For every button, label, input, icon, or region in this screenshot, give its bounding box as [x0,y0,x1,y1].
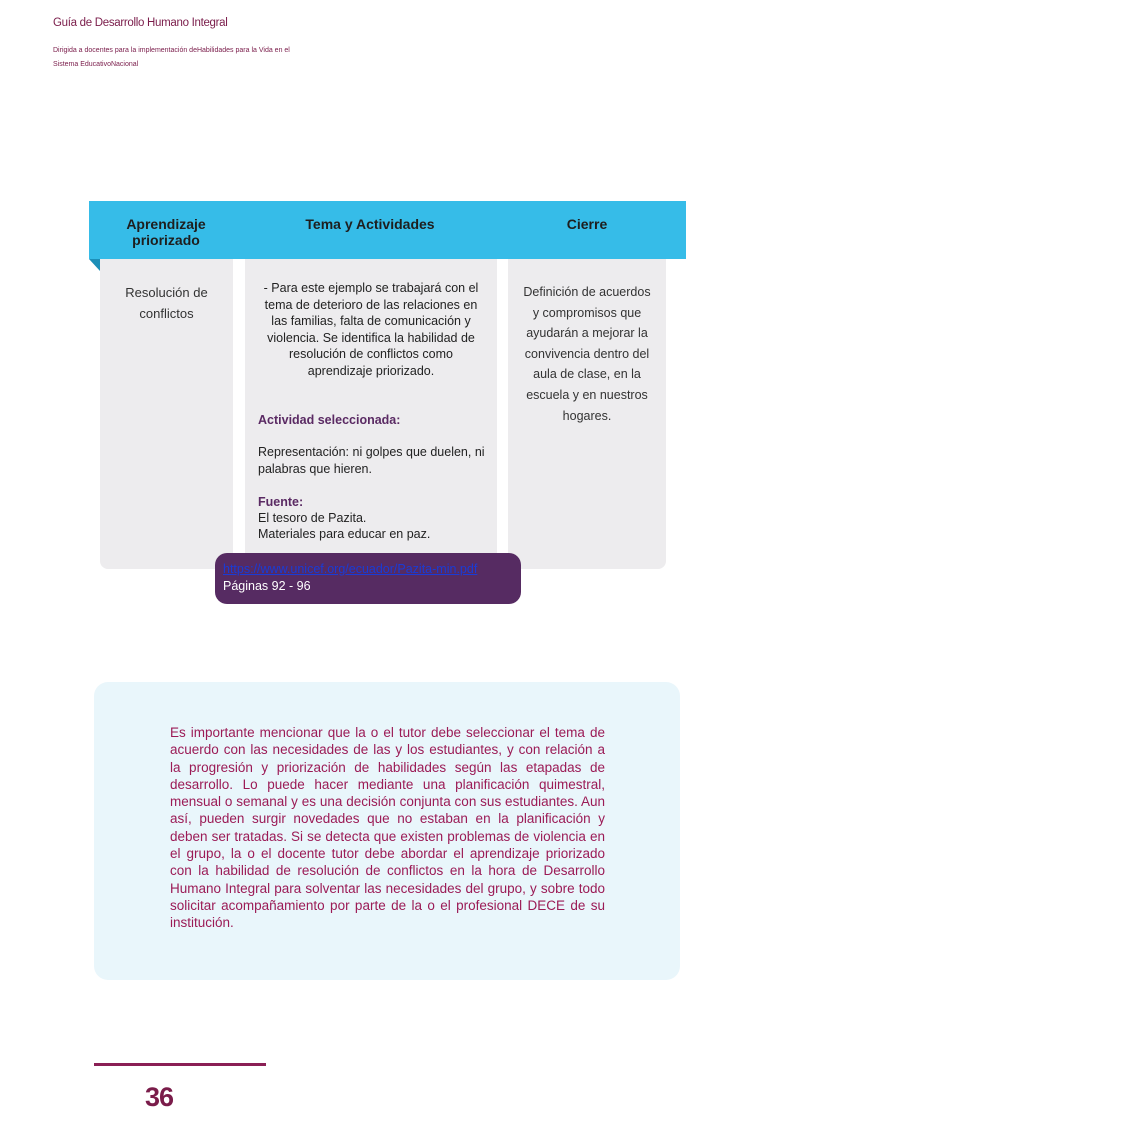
source-box [215,553,521,604]
topic-intro: - Para este ejemplo se trabajará con el tema de deterioro de las relaciones en las familias, falta de comunicación y violencia. Se identifica la habilidad de resolución de conflictos como aprendizaje priorizado. [263,281,479,378]
table-header [89,201,686,259]
source-line-1: El tesoro de Pazita. [258,511,367,525]
column-header-topic: Tema y Actividades [305,216,435,232]
source-label: Fuente: [258,495,304,509]
activity-label: Actividad seleccionada: [258,413,401,427]
header-subtitle: Dirigida a docentes para la implementación deHabilidades para la Vida en el Sistema EducativoNacional [53,47,290,68]
footer-line [94,1063,266,1066]
column-learning [100,259,233,569]
column-header-learning: Aprendizaje priorizado [126,216,206,248]
source-pages: Páginas 92 - 96 [223,579,311,593]
activity-text: Representación: ni golpes que duelen, ni palabras que hieren. [258,445,485,476]
note-text: Es importante mencionar que la o el tutor debe seleccionar el tema de acuerdo con las necesidades de las y los estudiantes, y con relación a la progresión y priorización de habilidades según las etapadas de desarrollo. Lo puede hacer mediante una planificación quimestral, mensual o semanal y es una decisión conjunta con sus estudiantes. Aun así, pueden surgir novedades que no estaban en la planificación y deben ser tratadas. Si se detecta que existen problemas de violencia en el grupo, la o el docente tutor debe abordar el aprendizaje priorizado con la habilidad de resolución de conflictos en la hora de Desarrollo Humano Integral para solventar las necesidades del grupo, y sobre todo solicitar acompañamiento por parte de la o el profesional DECE de su institución. [170,725,605,931]
learning-text: Resolución de conflictos [125,285,208,321]
column-header-closing: Cierre [566,216,608,232]
closing-text: Definición de acuerdos y compromisos que ayudarán a mejorar la convivencia dentro del aula de clase, en la escuela y en nuestros hogares. [523,285,651,423]
source-link[interactable]: https://www.unicef.org/ecuador/Pazita-min.pdf [223,562,478,576]
header-fold [89,259,100,271]
page-number: 36 [145,1082,174,1112]
header-title: Guía de Desarrollo Humano Integral [53,17,228,29]
column-closing [508,259,666,569]
column-topic [245,259,497,569]
note-box [94,682,680,980]
source-line-2: Materiales para educar en paz. [258,527,431,541]
